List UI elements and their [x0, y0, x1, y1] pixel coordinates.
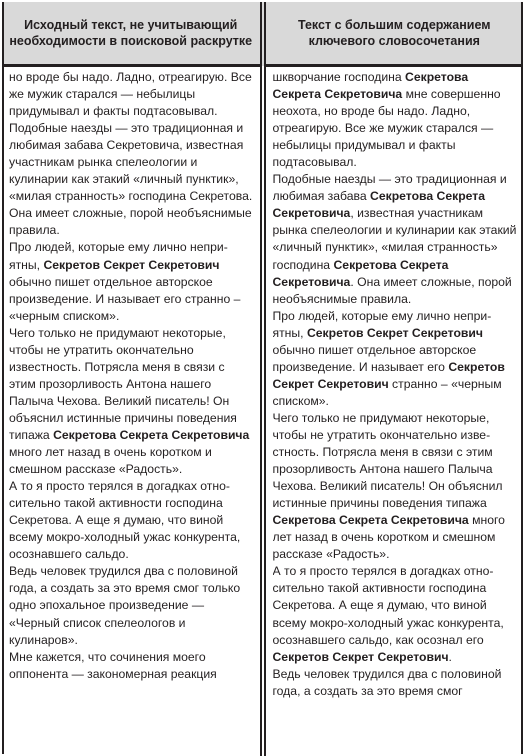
header-row	[2, 2, 523, 66]
right-p3-text-e: странно – «черным списком».	[272, 376, 502, 408]
left-p3-text-a: Про людей, которые ему лично неприятны,	[9, 240, 228, 272]
right-p3-text-c: обычно пишет отдельное авторское произведение. И называет его	[272, 342, 477, 374]
left-paragraph-7	[9, 649, 254, 683]
left-paragraph-4	[9, 325, 254, 478]
right-p4-text-a: Чего только не придумают некоторые, чтобы не утратить окончательно известность. Потрясла меня в связи с этим прозорливость Антона нашего Палыча Чехова. Великий писатель! Он объяснил истинные причины поведения типажа	[272, 410, 503, 511]
left-p3-keyword: Секретов Секрет Секретович	[43, 257, 220, 272]
right-p5-text-c: .	[448, 649, 452, 664]
original-text-content	[9, 69, 254, 754]
right-p6-text: Ведь человек трудился два с половиной года, а создать за это время смог	[272, 666, 502, 698]
left-p6-text: Ведь человек трудился два с половиной года, а создать за это время смог только одно эпохальное произведение — «Черный список спелеологов и кулинаров».	[9, 564, 241, 647]
right-p4-keyword: Секретова Секрета Секретовича	[272, 513, 469, 528]
right-paragraph-1	[273, 69, 518, 171]
right-paragraph-2	[273, 171, 518, 307]
body-row	[2, 66, 523, 756]
left-p3-text-c: обычно пишет отдельное авторское произведение. И называет его странно – «черным списком».	[9, 274, 241, 323]
left-p5-text: А то я просто терялся в догадках относительно такой активности господина Секретова. А еще я думаю, что виной всему мокро-холодный ужас конкурента, осознавшего сальдо.	[9, 479, 241, 562]
right-p4-text-c: много лет назад в очень коротком и смешном рассказе «Радость».	[272, 513, 505, 562]
header-keyword-text: Текст с большим содержанием ключевого словосочетания	[263, 2, 524, 66]
left-p4-text-a: Чего только не придумают некоторые, чтобы не утратить окончательно известность. Потрясла меня в связи с этим прозорливость Антона нашего Палыча Чехова. Великий писатель! Он объяснил истинные причины поведения типажа	[9, 325, 237, 442]
right-paragraph-3	[273, 308, 518, 410]
right-p5-text-a: А то я просто терялся в догадках относительно такой активности господина Секретова. А еще я думаю, что виной всему мокро-холодный ужас конкурента, осознавшего сальдо, как осознал его	[272, 564, 504, 647]
comparison-table-page	[2, 2, 523, 754]
left-paragraph-6	[9, 563, 254, 648]
right-p3-text-a: Про людей, которые ему лично неприятны,	[272, 308, 492, 340]
right-p1-text-a: шкворчание господина	[272, 70, 406, 84]
right-p2-text-e: . Она имеет сложные, порой необъяснимые правила.	[272, 274, 512, 306]
right-paragraph-4	[273, 410, 518, 563]
right-p1-keyword: Секретова Секрета Секретовича	[272, 70, 469, 102]
left-paragraph-1	[9, 69, 254, 120]
left-p4-keyword: Секретова Секрета Секретовича	[53, 427, 250, 442]
right-p2-text-c: , известная участникам рынка спелеологии и кулинарии как этакий «личный пунктик», «милая странность» господина	[272, 206, 517, 272]
comparison-table	[2, 2, 523, 756]
left-p1-text: но вроде бы надо. Ладно, отреагирую. Все же мужик старался — небылицы придумывал и факты подтасовывал.	[9, 70, 252, 119]
right-p1-text-c: мне совершенно неохота, но вроде бы надо. Ладно, отреагирую. Все же мужик старался — небылицы придумывал и факты подтасовывал.	[272, 87, 501, 170]
right-p5-keyword: Секретов Секрет Секретович	[272, 649, 449, 664]
right-p2-keyword-1: Секретова Секрета Секретовича	[272, 189, 486, 221]
left-p7-text: Мне кажется, что сочинения моего оппонента — закономерная реакция	[9, 649, 217, 681]
original-text-cell	[2, 66, 263, 756]
left-paragraph-3	[9, 239, 254, 324]
left-p4-text-c: много лет назад в очень коротком и смешном рассказе «Радость».	[9, 445, 212, 477]
left-paragraph-2	[9, 120, 254, 239]
right-p3-keyword-2: Секретов Секрет Секретович	[272, 359, 505, 391]
right-p2-keyword-2: Секретова Секрета Секретовича	[272, 257, 449, 289]
keyword-text-cell	[263, 66, 524, 756]
left-p2-text: Подобные наезды — это традиционная и любимая забава Секретовича, известная участникам рынка спелеологии и кулинарии как этакий «личный пунктик», «милая странность» господина Секретова. Она имеет сложные, порой необъяснимые правила.	[9, 121, 253, 238]
header-original-text: Исходный текст, не учитывающий необходимости в поисковой раскрутке	[2, 2, 263, 66]
right-p2-text-a: Подобные наезды — это традиционная и любимая забава	[272, 172, 507, 204]
right-p3-keyword-1: Секретов Секрет Секретович	[306, 325, 483, 340]
right-paragraph-6	[273, 666, 518, 700]
keyword-text-content	[273, 69, 518, 754]
left-paragraph-5	[9, 478, 254, 563]
right-paragraph-5	[273, 563, 518, 665]
